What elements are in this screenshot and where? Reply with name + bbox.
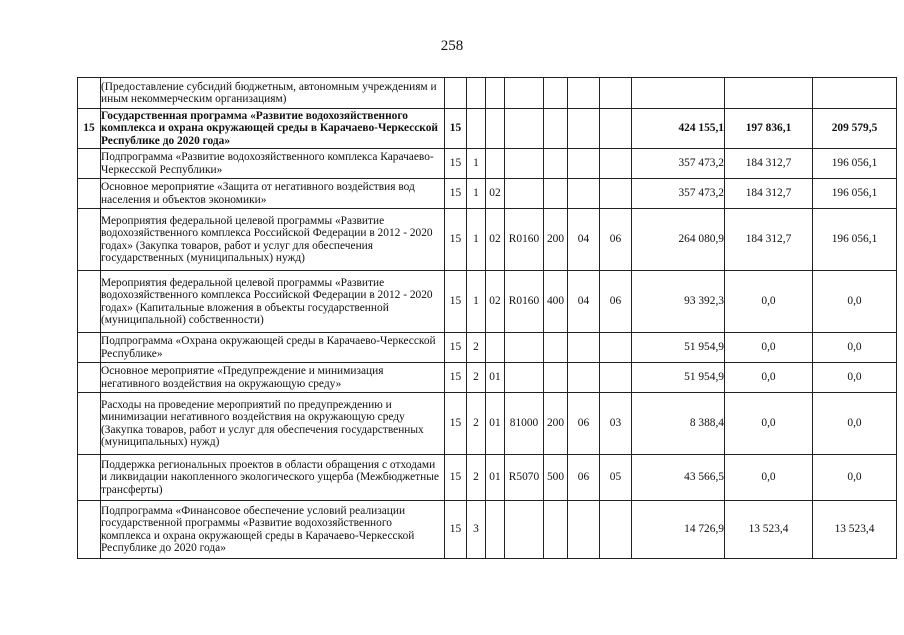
- table-row: [78, 149, 897, 179]
- row-number: [78, 271, 101, 333]
- amount-col-2: 184 312,7: [725, 179, 813, 209]
- amount-col-1: 424 155,1: [632, 109, 725, 149]
- amount-col-3: 0,0: [813, 455, 897, 501]
- subsection-code: [600, 149, 632, 179]
- amount-col-2: 197 836,1: [725, 109, 813, 149]
- row-name: Мероприятия федеральной целевой программы «Развитие водохозяйственного комплекса Российской Федерации в 2012 - 2020 годах» (Капитальные вложения в объекты государственной (муниципальной) собственности): [101, 271, 445, 333]
- row-name: Поддержка региональных проектов в области обращения с отходами и ликвидации накопленного экологического ущерба (Межбюджетные трансферты): [101, 455, 445, 501]
- section-code: [568, 363, 600, 393]
- activity-code: 02: [486, 271, 505, 333]
- subprogram-code: 1: [467, 179, 486, 209]
- row-name: (Предоставление субсидий бюджетным, автономным учреждениям и иным некоммерческим организациям): [101, 78, 445, 109]
- subprogram-code: 2: [467, 333, 486, 363]
- amount-col-3: 0,0: [813, 393, 897, 455]
- subsection-code: [600, 363, 632, 393]
- expense-type-code: [544, 363, 568, 393]
- activity-code: [486, 149, 505, 179]
- amount-col-1: 14 726,9: [632, 501, 725, 559]
- subsection-code: 06: [600, 271, 632, 333]
- table-row: [78, 209, 897, 271]
- amount-col-2: [725, 78, 813, 109]
- expense-direction-code: R0160: [505, 271, 544, 333]
- amount-col-3: 0,0: [813, 271, 897, 333]
- amount-col-2: 13 523,4: [725, 501, 813, 559]
- row-number: [78, 363, 101, 393]
- expense-type-code: 400: [544, 271, 568, 333]
- amount-col-2: 184 312,7: [725, 149, 813, 179]
- expense-direction-code: [505, 501, 544, 559]
- row-name: Подпрограмма «Охрана окружающей среды в Карачаево-Черкесской Республике»: [101, 333, 445, 363]
- row-name: Основное мероприятие «Защита от негативного воздействия вод населения и объектов экономики»: [101, 179, 445, 209]
- row-number: 15: [78, 109, 101, 149]
- activity-code: 02: [486, 209, 505, 271]
- expense-direction-code: [505, 109, 544, 149]
- expense-type-code: 200: [544, 209, 568, 271]
- amount-col-1: [632, 78, 725, 109]
- expense-type-code: [544, 78, 568, 109]
- activity-code: [486, 333, 505, 363]
- section-code: 06: [568, 393, 600, 455]
- row-number: [78, 78, 101, 109]
- amount-col-1: 43 566,5: [632, 455, 725, 501]
- subprogram-code: 1: [467, 271, 486, 333]
- section-code: 04: [568, 209, 600, 271]
- row-name: Подпрограмма «Развитие водохозяйственного комплекса Карачаево-Черкесской Республики»: [101, 149, 445, 179]
- subprogram-code: 2: [467, 363, 486, 393]
- activity-code: [486, 78, 505, 109]
- section-code: 06: [568, 455, 600, 501]
- activity-code: 01: [486, 363, 505, 393]
- row-number: [78, 209, 101, 271]
- activity-code: 01: [486, 393, 505, 455]
- program-code: 15: [445, 179, 467, 209]
- amount-col-2: 0,0: [725, 363, 813, 393]
- table-row: [78, 393, 897, 455]
- table-row: [78, 271, 897, 333]
- amount-col-2: 0,0: [725, 393, 813, 455]
- amount-col-1: 51 954,9: [632, 333, 725, 363]
- row-name: Подпрограмма «Финансовое обеспечение условий реализации государственной программы «Развитие водохозяйственного комплекса и охрана окружающей среды в Карачаево-Черкесской Республике до 2020 года»: [101, 501, 445, 559]
- amount-col-2: 0,0: [725, 271, 813, 333]
- amount-col-1: 8 388,4: [632, 393, 725, 455]
- program-code: 15: [445, 363, 467, 393]
- table-row: [78, 179, 897, 209]
- expense-type-code: [544, 149, 568, 179]
- amount-col-3: 13 523,4: [813, 501, 897, 559]
- row-number: [78, 333, 101, 363]
- amount-col-1: 93 392,3: [632, 271, 725, 333]
- row-number: [78, 455, 101, 501]
- subsection-code: [600, 501, 632, 559]
- row-name: Расходы на проведение мероприятий по предупреждению и минимизации негативного воздействия на окружающую среду (Закупка товаров, работ и услуг для обеспечения государственных (муниципальных) нужд): [101, 393, 445, 455]
- row-name: Основное мероприятие «Предупреждение и минимизация негативного воздействия на окружающую среду»: [101, 363, 445, 393]
- subprogram-code: [467, 109, 486, 149]
- table-row: [78, 109, 897, 149]
- row-name: Мероприятия федеральной целевой программы «Развитие водохозяйственного комплекса Российской Федерации в 2012 - 2020 годах» (Закупка товаров, работ и услуг для обеспечения государственных (муниципальных) нужд): [101, 209, 445, 271]
- row-name: Государственная программа «Развитие водохозяйственного комплекса и охрана окружающей среды в Карачаево-Черкесской Республике до 2020 года»: [101, 109, 445, 149]
- subprogram-code: 2: [467, 455, 486, 501]
- subprogram-code: 1: [467, 209, 486, 271]
- expense-direction-code: [505, 363, 544, 393]
- program-code: 15: [445, 393, 467, 455]
- subprogram-code: 2: [467, 393, 486, 455]
- amount-col-3: 0,0: [813, 333, 897, 363]
- row-number: [78, 501, 101, 559]
- subprogram-code: 3: [467, 501, 486, 559]
- expense-type-code: [544, 179, 568, 209]
- expense-type-code: [544, 501, 568, 559]
- subsection-code: [600, 78, 632, 109]
- subsection-code: 03: [600, 393, 632, 455]
- expense-type-code: [544, 109, 568, 149]
- table-row: [78, 455, 897, 501]
- program-code: [445, 78, 467, 109]
- amount-col-3: [813, 78, 897, 109]
- row-number: [78, 149, 101, 179]
- amount-col-3: 0,0: [813, 363, 897, 393]
- amount-col-2: 0,0: [725, 333, 813, 363]
- subsection-code: [600, 179, 632, 209]
- amount-col-1: 357 473,2: [632, 149, 725, 179]
- section-code: [568, 109, 600, 149]
- subsection-code: 05: [600, 455, 632, 501]
- table-row: [78, 78, 897, 109]
- activity-code: 02: [486, 179, 505, 209]
- amount-col-3: 196 056,1: [813, 149, 897, 179]
- amount-col-1: 51 954,9: [632, 363, 725, 393]
- program-code: 15: [445, 501, 467, 559]
- section-code: [568, 149, 600, 179]
- amount-col-2: 184 312,7: [725, 209, 813, 271]
- program-code: 15: [445, 209, 467, 271]
- activity-code: 01: [486, 455, 505, 501]
- amount-col-1: 357 473,2: [632, 179, 725, 209]
- table-row: [78, 501, 897, 559]
- program-code: 15: [445, 149, 467, 179]
- amount-col-3: 209 579,5: [813, 109, 897, 149]
- expense-direction-code: R5070: [505, 455, 544, 501]
- subsection-code: 06: [600, 209, 632, 271]
- program-code: 15: [445, 271, 467, 333]
- table-row: [78, 363, 897, 393]
- row-number: [78, 393, 101, 455]
- expense-direction-code: R0160: [505, 209, 544, 271]
- subprogram-code: [467, 78, 486, 109]
- subsection-code: [600, 109, 632, 149]
- table-row: [78, 333, 897, 363]
- amount-col-2: 0,0: [725, 455, 813, 501]
- section-code: [568, 333, 600, 363]
- expense-direction-code: 81000: [505, 393, 544, 455]
- activity-code: [486, 109, 505, 149]
- expense-direction-code: [505, 179, 544, 209]
- expense-type-code: 200: [544, 393, 568, 455]
- section-code: [568, 179, 600, 209]
- subsection-code: [600, 333, 632, 363]
- program-code: 15: [445, 455, 467, 501]
- expense-type-code: [544, 333, 568, 363]
- section-code: [568, 501, 600, 559]
- expense-direction-code: [505, 333, 544, 363]
- amount-col-3: 196 056,1: [813, 209, 897, 271]
- subprogram-code: 1: [467, 149, 486, 179]
- budget-table: [77, 77, 897, 559]
- page-number: 258: [440, 38, 464, 54]
- program-code: 15: [445, 109, 467, 149]
- section-code: 04: [568, 271, 600, 333]
- section-code: [568, 78, 600, 109]
- program-code: 15: [445, 333, 467, 363]
- amount-col-3: 196 056,1: [813, 179, 897, 209]
- expense-direction-code: [505, 149, 544, 179]
- amount-col-1: 264 080,9: [632, 209, 725, 271]
- activity-code: [486, 501, 505, 559]
- expense-type-code: 500: [544, 455, 568, 501]
- expense-direction-code: [505, 78, 544, 109]
- row-number: [78, 179, 101, 209]
